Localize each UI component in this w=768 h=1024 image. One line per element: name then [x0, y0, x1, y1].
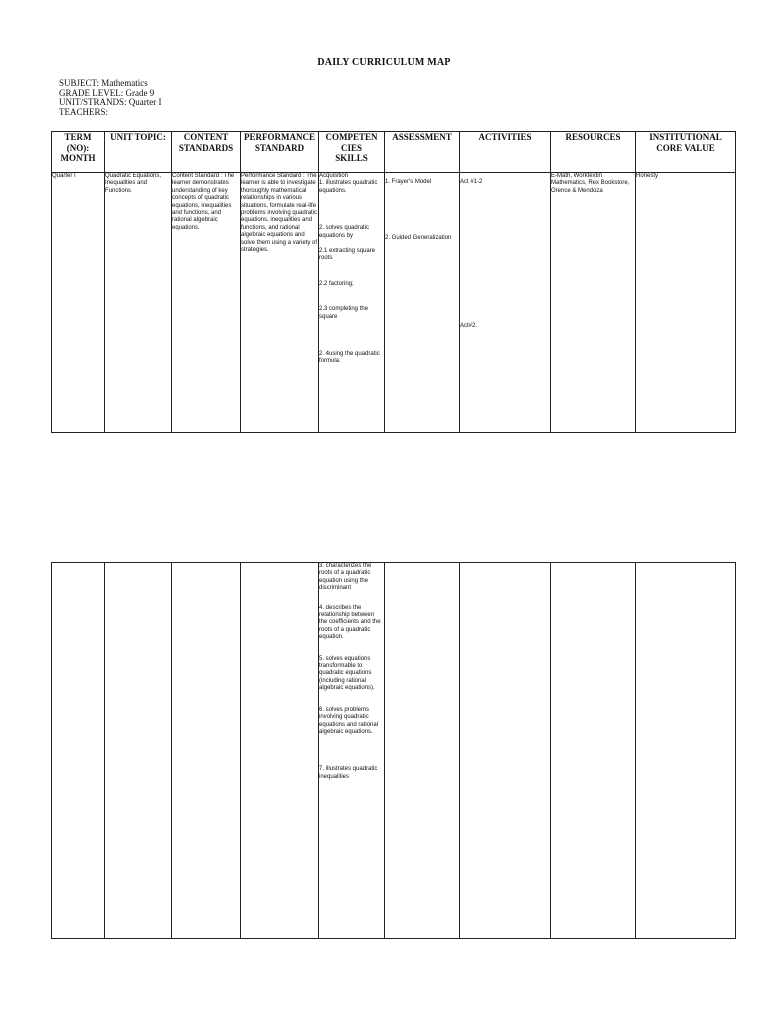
empty-cell: [551, 563, 636, 939]
content-standard-cell: Content Standard : The learner demonstrates understanding of key concepts of quadratic equations, inequalities and functions, and rational algebraic equations.: [172, 173, 241, 433]
header-content-standards: CONTENT STANDARDS: [172, 132, 241, 173]
assessment-item: 2. Guided Generalization: [385, 235, 452, 242]
resources-cell: E-Math, Worktextin Mathematics, Rex Bookstore, Orence & Mendoza: [551, 173, 636, 433]
empty-cell: [52, 563, 105, 939]
competency-item: 4. describes the relationship between the coefficients and the roots of a quadratic equation.: [319, 604, 381, 641]
empty-cell: [636, 563, 736, 939]
empty-cell: [105, 563, 172, 939]
empty-cell: [241, 563, 319, 939]
competency-item: 3. characterizes the roots of a quadratic equation using the discriminant: [319, 563, 372, 592]
competency-item: 2.1 extracting square roots: [319, 248, 376, 262]
activities-cell: [460, 173, 551, 433]
empty-cell: [460, 563, 551, 939]
empty-cell: [172, 563, 241, 939]
competency-item: 2.2 factoring;: [319, 280, 354, 287]
competency-acquisition: Acquisition: [319, 173, 349, 179]
document-title: DAILY CURRICULUM MAP: [317, 57, 451, 68]
activity-item: Act #1-2: [460, 179, 483, 185]
assessment-cell: [385, 173, 460, 433]
header-unit-topic: UNIT TOPIC:: [105, 132, 172, 173]
competency-item: 5. solves equations transformable to quadratic equations (including rational algebraic equations).: [319, 655, 375, 692]
curriculum-map-table: [51, 131, 736, 433]
competencies-cell: [319, 563, 385, 939]
empty-cell: [385, 563, 460, 939]
competencies-cell: [319, 173, 385, 433]
document-meta: [59, 79, 162, 117]
table-row: [52, 173, 736, 433]
header-performance-standard: PERFORMANCE STANDARD: [241, 132, 319, 173]
subject-line: SUBJECT: Mathematics: [59, 78, 148, 88]
unit-topic-cell: Quadratic Equations, Inequalities and Functions: [105, 173, 172, 433]
performance-standard-cell: Performance Standard : The learner is able to investigate thoroughly mathematical relationships in various situations, formulate real-life problems involving quadratic equations, inequalities and functions, and rational algebraic equations and solve them using a variety of strategies.: [241, 173, 319, 433]
header-competencies: COMPETEN CIES SKILLS: [319, 132, 385, 173]
header-row: [52, 132, 736, 173]
header-activities: ACTIVITIES: [460, 132, 551, 173]
table-row: [52, 563, 736, 939]
competency-item: 2.3 completing the square: [319, 306, 369, 320]
term-cell: Quarter I: [52, 173, 105, 433]
competency-item: 2. 4using the quadratic formula.: [319, 351, 380, 365]
unit-strands-line: UNIT/STRANDS: Quarter I: [59, 97, 162, 108]
competency-item: 1. illustrates quadratic equations.: [319, 180, 378, 194]
curriculum-map-table-continued: [51, 562, 736, 939]
competency-item: 2. solves quadratic equations by: [319, 225, 370, 239]
header-core-value: INSTITUTIONAL CORE VALUE: [636, 132, 736, 173]
header-term: TERM (NO): MONTH: [52, 132, 105, 173]
grade-level-line: GRADE LEVEL: Grade 9: [59, 87, 155, 98]
teachers-line: TEACHERS:: [59, 106, 109, 117]
activity-item: Act#2.: [460, 323, 478, 330]
competency-item: 7. illustrates quadratic inequalities: [319, 766, 378, 780]
assessment-item: 1. Frayer's Model: [385, 179, 432, 185]
header-assessment: ASSESSMENT: [385, 132, 460, 173]
core-value-cell: Honesty: [636, 173, 736, 433]
competency-item: 6. solves problems involving quadratic equations and rational algebraic equations.: [319, 706, 379, 735]
header-resources: RESOURCES: [551, 132, 636, 173]
